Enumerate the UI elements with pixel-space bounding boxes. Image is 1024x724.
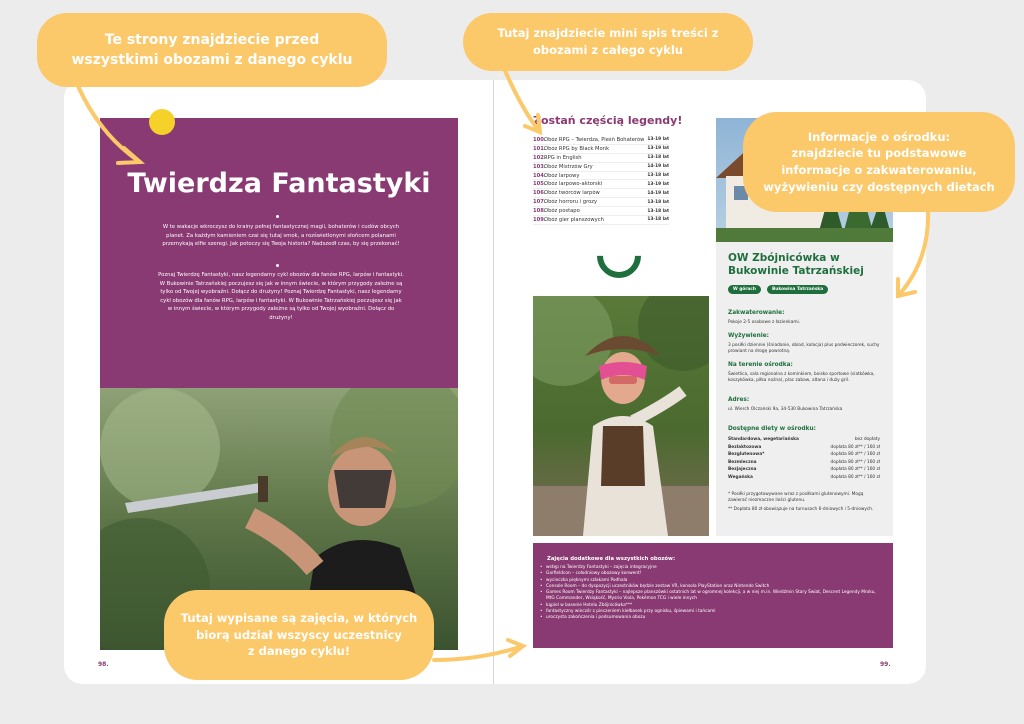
activity-item: • kąpiel w basenie Hotelu Zbójnicówka***	[540, 603, 880, 609]
diets-heading: Dostępne diety w ośrodku:	[728, 426, 816, 432]
arrow-to-title-icon	[78, 86, 140, 162]
activity-item: • fantastyczny wieczór z pieczeniem kiełbasek przy ognisku, śpiewami i tańcami	[540, 609, 880, 615]
page-number-left: 98.	[98, 661, 109, 668]
diet-price: dopłata 80 zł** / 160 zł	[830, 459, 880, 465]
diet-name: Bezjajeczna	[728, 467, 757, 473]
toc-camp-name: Obóz horroru i grozy	[544, 199, 598, 206]
toc-camp-name: Obóz gier planszowych	[544, 216, 604, 223]
toc-camp-name: Obóz RPG – Twierdza, Pieśń Bohaterów	[544, 136, 645, 143]
facilities-heading: Na terenie ośrodka:	[728, 362, 793, 368]
activity-item: • wstęp na Twierdzy Fantastyki – zajęcia integracyjne	[540, 565, 880, 571]
toc-number: 105.	[533, 181, 546, 188]
toc-camp-name: RPG in English	[544, 154, 582, 161]
toc-age: 13-18 lat	[647, 199, 669, 205]
toc-number: 106.	[533, 190, 546, 197]
toc-number: 103.	[533, 163, 546, 170]
toc-number: 102.	[533, 154, 546, 161]
activity-item: • wycieczka pięknymi szlakami Podhala	[540, 578, 880, 584]
toc-age: 13-18 lat	[647, 173, 669, 178]
diet-name: Bezmleczna	[728, 459, 757, 465]
toc-number: 107.	[533, 199, 546, 206]
toc-number: 108.	[533, 208, 546, 215]
accommodation-text: Pokoje 2-5 osobowe z łazienkami.	[728, 320, 801, 325]
toc-camp-name: Obóz Mistrzów Gry	[544, 163, 593, 170]
toc-camp-name: Obóz RPG by Black Monk	[544, 145, 609, 152]
callout-section-pages: Te strony znajdziecie przed wszystkimi obozami z danego cyklu	[37, 13, 387, 87]
diet-price: dopłata 80 zł** / 160 zł	[830, 467, 880, 473]
activity-item: • Games Room Twierdzy Fantastyki – najlepsze planszówki ostatnich lat w ogromnej kolekcji, a w niej m.in. Wiedźmin Stary Świat, Descent Legendy Mroku, MtG Commander, Wsiąkość, Mysrio Viola, Pokémon TCG i wiele innych	[540, 590, 880, 603]
diet-name: Wegańska	[728, 474, 753, 480]
activity-item: • Garfieldcon – cołodniowy obozowy konwent!	[540, 571, 880, 577]
toc-age: 14-19 lat	[647, 164, 669, 170]
toc-number: 104.	[533, 172, 546, 179]
toc-age: 13-18 lat	[647, 217, 669, 223]
toc-camp-name: Obóz larpowy	[544, 172, 580, 179]
toc-age: 13-18 lat	[647, 208, 669, 214]
tag-location: Bukowina Tatrzańska	[767, 285, 828, 294]
activity-item: • uroczysta zakończenia i podsumowania obozu	[540, 615, 880, 621]
callout-extra-activities: Tutaj wypisane są zajęcia, w których biorą udział wszyscy uczestnicy z danego cyklu!	[164, 590, 434, 680]
diet-footnote-2: ** Dopłata 80 zł obowiązuje na turnusach 6-dniowych i 5-dniowych.	[728, 507, 874, 512]
toc-title: Zostań częścią legendy!	[533, 114, 683, 127]
meals-text: 3 posiłki dziennie (śniadanie, obiad, kolacja) plus podwieczorek, suchy prowiant na drogę powrotną.	[728, 343, 880, 355]
diet-name: Bezglutenowa*	[728, 452, 765, 458]
page-number-right: 99.	[880, 661, 891, 668]
tag-mountains: W górach	[728, 285, 761, 294]
facilities-text: Świetlica, sala regionalna z kominkiem, boisko sportowe (siatkówka, koszykówka, piłka nożna), plac zabaw, altana i duży gril.	[728, 372, 875, 384]
diet-price: dopłata 80 zł** / 160 zł	[830, 452, 880, 458]
diet-footnote-1: * Posiłki przygotowywane wraz z posiłkami glutenowymi. Mogą zawierać niezmaczne ilości glutenu.	[728, 492, 864, 504]
diet-price: bez dopłaty	[854, 437, 880, 443]
center-name: OW Zbójnicówka w Bukowinie Tatrzańskiej	[728, 252, 864, 277]
address-heading: Adres:	[728, 397, 750, 403]
meals-heading: Wyżywienie:	[728, 333, 769, 339]
toc-camp-name: Obóz postapo	[544, 208, 580, 215]
toc-age: 13-19 lat	[647, 146, 669, 152]
toc-age: 13-18 lat	[647, 155, 669, 161]
diet-price: dopłata 80 zł** / 160 zł	[830, 444, 880, 450]
activity-item: • Console Room – do dyspozycji uczestników będzie zestaw VR, konsola PlayStation oraz Nintendo Switch	[540, 584, 880, 590]
toc-number: 101.	[533, 145, 546, 152]
intro-paragraph-2: Poznaj Twierdzę Fantastyki, nasz legendarny cykl obozów dla fanów RPG, larpów i fantastyki. W Bukowinie Tatrzańskiej poczujesz się jak w innym świecie, w którym przygody zależne są tylko od Twojej wyobraźni. Dołącz do drużyny! Poznaj Twierdzę Fantastyki, nasz legendarny cykl obozów dla fanów RPG, larpów i fantastyki. W Bukowinie Tatrzańskiej poczujesz się jak w innym świecie, w którym przygody zależne są tylko od Twojej wyobraźni. Dołącz do drużyny!	[158, 272, 404, 321]
extra-activities-title: Zajęcia dodatkowe dla wszystkich obozów:	[547, 556, 676, 562]
diet-name: Standardowa, wegetariańska	[728, 437, 799, 443]
toc-number: 109.	[533, 216, 546, 223]
diet-name: Bezlaktozowa	[728, 444, 762, 450]
address-text: ul. Wierch Olczański 9a, 34-530 Bukowina Tatrzańska	[728, 407, 843, 412]
intro-paragraph: W te wakacje wkroczysz do krainy pełnej fantastycznej magii, bohaterów i cudów obcych planet. Za każdym kamieniem czai się tutaj smok, a rozświetlonymi słońcem polanami przemykają elfie szeregi. Jak potoczy się Twoja historia? Nadszedł czas, by się przekonać!	[162, 224, 400, 248]
arrow-to-info-icon	[898, 210, 928, 296]
callout-center-info: Informacje o ośrodku: znajdziecie tu podstawowe informacje o zakwaterowaniu, wyżywieniu czy dostępnych dietach	[743, 112, 1015, 212]
page-title: Twierdza Fantastyki	[127, 168, 431, 199]
toc-camp-name: Obóz twórców larpów	[544, 190, 600, 197]
arrow-to-toc-icon	[503, 66, 540, 132]
toc-age: 13-19 lat	[647, 181, 669, 187]
accommodation-heading: Zakwaterowanie:	[728, 310, 785, 316]
toc-age: 13-19 lat	[647, 137, 669, 143]
diet-price: dopłata 80 zł** / 160 zł	[830, 474, 880, 480]
callout-mini-toc: Tutaj znajdziecie mini spis treści z obozami z całego cyklu	[463, 13, 753, 71]
toc-number: 100.	[533, 136, 546, 143]
toc-age: 14-19 lat	[647, 190, 669, 196]
toc-camp-name: Obóz larpowo-aktorski	[544, 181, 603, 188]
